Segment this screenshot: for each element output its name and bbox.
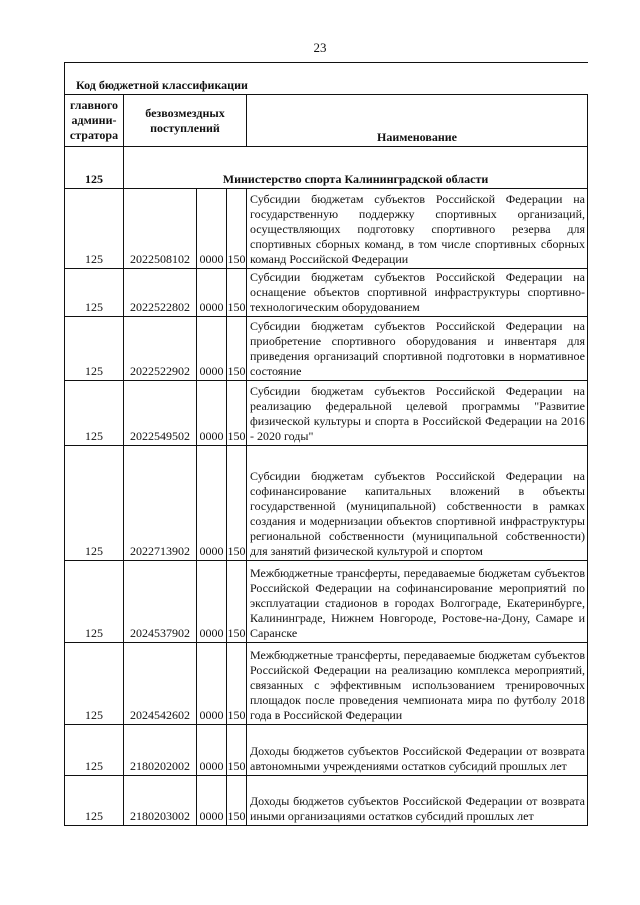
admin-code: 125 xyxy=(65,776,124,826)
budget-code: 2022522802 xyxy=(124,269,197,317)
budget-classification-table xyxy=(64,62,588,826)
admin-code: 125 xyxy=(65,269,124,317)
table-row xyxy=(65,189,588,269)
budget-code: 2022508102 xyxy=(124,189,197,269)
sub-code: 0000 xyxy=(197,561,227,643)
row-name: Межбюджетные трансферты, передаваемые бюджетам субъектов Российской Федерации на реализацию комплекса мероприятий, связанных с эффективным использованием тренировочных площадок после проведения чемпионата мира по футболу 2018 года в Российской Федерации xyxy=(247,643,588,725)
admin-code: 125 xyxy=(65,317,124,381)
table-row xyxy=(65,269,588,317)
group-code: 150 xyxy=(227,643,247,725)
group-code: 150 xyxy=(227,725,247,776)
header-row-1 xyxy=(65,63,588,95)
ministry-name: Министерство спорта Калининградской области xyxy=(124,147,588,189)
table-row xyxy=(65,381,588,446)
admin-code: 125 xyxy=(65,189,124,269)
row-name: Субсидии бюджетам субъектов Российской Федерации на приобретение спортивного оборудования и инвентаря для приведения организаций спортивной подготовки в нормативное состояние xyxy=(247,317,588,381)
table-row xyxy=(65,725,588,776)
row-name: Субсидии бюджетам субъектов Российской Федерации на софинансирование капитальных вложений в объекты государственной (муниципальной) собственности в рамках создания и модернизации объектов спортивной инфраструктуры региональной собственности (муниципальной собственности) для занятий физической культурой и спортом xyxy=(247,446,588,561)
ministry-admin-code: 125 xyxy=(65,147,124,189)
budget-code: 2022522902 xyxy=(124,317,197,381)
table-row xyxy=(65,643,588,725)
sub-code: 0000 xyxy=(197,725,227,776)
table-row xyxy=(65,446,588,561)
budget-code: 2022713902 xyxy=(124,446,197,561)
admin-code: 125 xyxy=(65,643,124,725)
budget-code: 2180202002 xyxy=(124,725,197,776)
group-code: 150 xyxy=(227,269,247,317)
sub-code: 0000 xyxy=(197,317,227,381)
table-row xyxy=(65,317,588,381)
table-row xyxy=(65,561,588,643)
sub-code: 0000 xyxy=(197,189,227,269)
group-code: 150 xyxy=(227,317,247,381)
admin-code: 125 xyxy=(65,725,124,776)
row-name: Субсидии бюджетам субъектов Российской Федерации на государственную поддержку спортивных организаций, осуществляющих подготовку спортивного резерва для спортивных сборных команд, в том числе спортивных сборных команд Российской Федерации xyxy=(247,189,588,269)
sub-code: 0000 xyxy=(197,776,227,826)
budget-code: 2024542602 xyxy=(124,643,197,725)
header-name: Наименование xyxy=(247,95,588,147)
group-code: 150 xyxy=(227,561,247,643)
group-code: 150 xyxy=(227,189,247,269)
header-code-classification: Код бюджетной классификации xyxy=(76,78,248,92)
row-name: Субсидии бюджетам субъектов Российской Федерации на реализацию федеральной целевой программы "Развитие физической культуры и спорта в Российской Федерации на 2016 - 2020 годы" xyxy=(247,381,588,446)
sub-code: 0000 xyxy=(197,269,227,317)
group-code: 150 xyxy=(227,446,247,561)
ministry-row xyxy=(65,147,588,189)
admin-code: 125 xyxy=(65,446,124,561)
header-chief-administrator: главного админи-стратора xyxy=(65,95,124,147)
header-code-classification-cell xyxy=(65,63,588,95)
sub-code: 0000 xyxy=(197,446,227,561)
budget-code: 2022549502 xyxy=(124,381,197,446)
admin-code: 125 xyxy=(65,381,124,446)
sub-code: 0000 xyxy=(197,643,227,725)
header-gratuitous-receipts: безвозмездных поступлений xyxy=(124,95,247,147)
budget-code: 2024537902 xyxy=(124,561,197,643)
admin-code: 125 xyxy=(65,561,124,643)
table-row xyxy=(65,776,588,826)
sub-code: 0000 xyxy=(197,381,227,446)
header-row-2 xyxy=(65,95,588,147)
row-name: Межбюджетные трансферты, передаваемые бюджетам субъектов Российской Федерации на софинансирование мероприятий по эксплуатации стадионов в городах Волгограде, Екатеринбурге, Калининграде, Нижнем Новгороде, Ростове-на-Дону, Самаре и Саранске xyxy=(247,561,588,643)
row-name: Доходы бюджетов субъектов Российской Федерации от возврата автономными учреждениями остатков субсидий прошлых лет xyxy=(247,725,588,776)
budget-code: 2180203002 xyxy=(124,776,197,826)
row-name: Доходы бюджетов субъектов Российской Федерации от возврата иными организациями остатков субсидий прошлых лет xyxy=(247,776,588,826)
group-code: 150 xyxy=(227,776,247,826)
group-code: 150 xyxy=(227,381,247,446)
page-number: 23 xyxy=(313,40,327,55)
row-name: Субсидии бюджетам субъектов Российской Федерации на оснащение объектов спортивной инфраструктуры спортивно-технологическим оборудованием xyxy=(247,269,588,317)
